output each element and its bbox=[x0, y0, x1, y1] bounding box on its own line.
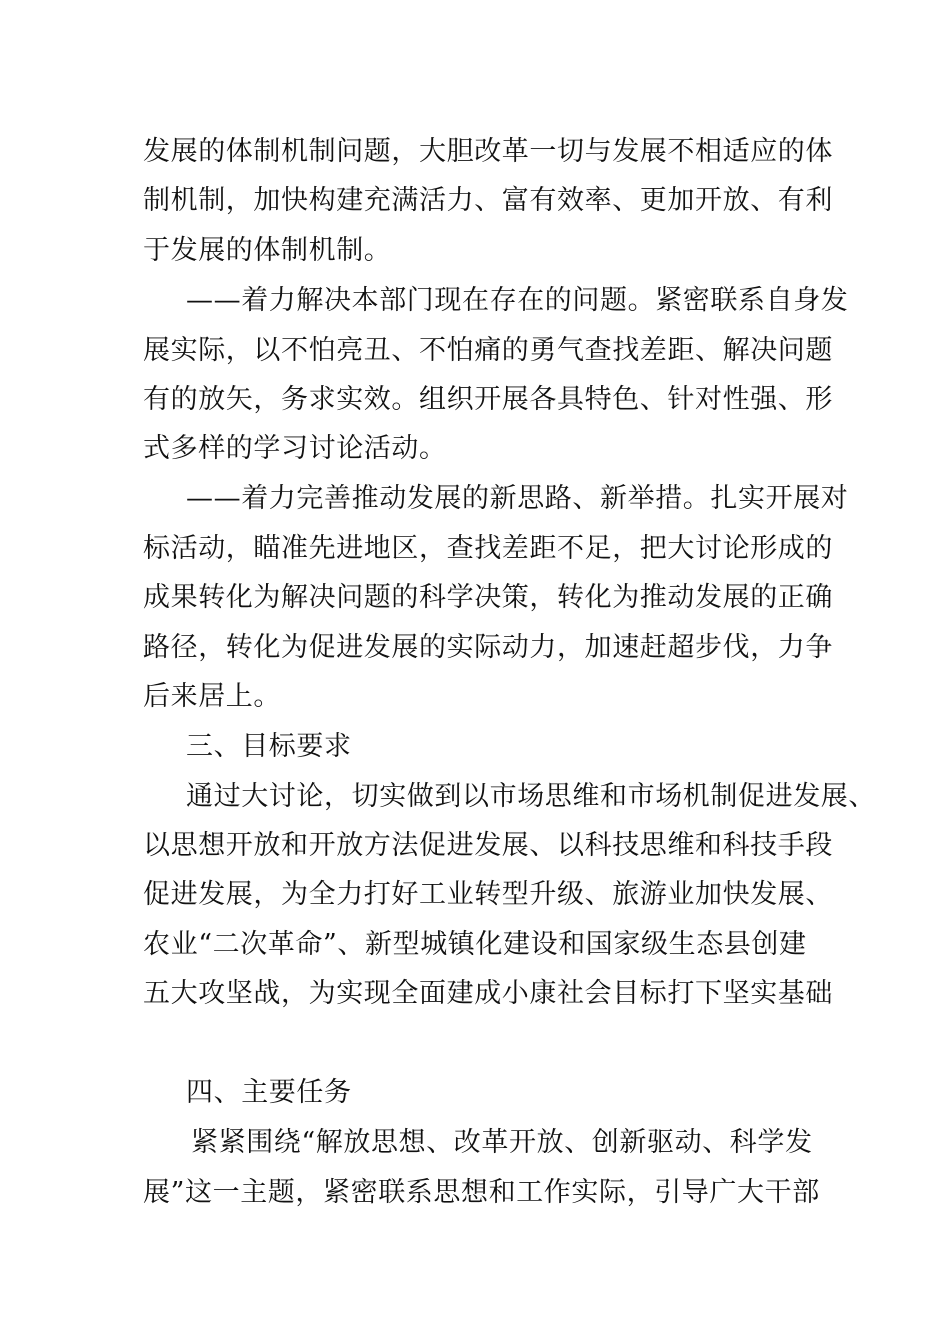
text-line: 标活动，瞄准先进地区，查找差距不足，把大讨论形成的 bbox=[143, 533, 833, 564]
text-line: 于发展的体制机制。 bbox=[143, 235, 392, 266]
section-heading: 三、目标要求 bbox=[186, 731, 352, 762]
text-line: ——着力完善推动发展的新思路、新举措。扎实开展对 bbox=[186, 483, 849, 514]
text-line: 以思想开放和开放方法促进发展、以科技思维和科技手段 bbox=[143, 830, 833, 861]
text-line: 有的放矢，务求实效。组织开展各具特色、针对性强、形 bbox=[143, 384, 833, 415]
text-line: ——着力解决本部门现在存在的问题。紧密联系自身发 bbox=[186, 285, 849, 316]
text-line: 紧紧围绕“解放思想、改革开放、创新驱动、科学发 bbox=[191, 1127, 813, 1158]
text-line: 路径，转化为促进发展的实际动力，加速赶超步伐，力争 bbox=[143, 632, 833, 663]
text-line: 成果转化为解决问题的科学决策，转化为推动发展的正确 bbox=[143, 582, 833, 613]
text-line: 展实际，以不怕亮丑、不怕痛的勇气查找差距、解决问题 bbox=[143, 335, 833, 366]
text-line: 后来居上。 bbox=[143, 681, 281, 712]
text-line: 式多样的学习讨论活动。 bbox=[143, 433, 447, 464]
text-line: 发展的体制机制问题，大胆改革一切与发展不相适应的体 bbox=[143, 136, 833, 167]
text-line: 促进发展，为全力打好工业转型升级、旅游业加快发展、 bbox=[143, 879, 833, 910]
text-line: 制机制，加快构建充满活力、富有效率、更加开放、有利 bbox=[143, 185, 833, 216]
text-line: 农业“二次革命”、新型城镇化建设和国家级生态县创建 bbox=[143, 929, 807, 960]
text-line: 五大攻坚战，为实现全面建成小康社会目标打下坚实基础 bbox=[143, 978, 833, 1009]
text-line: 通过大讨论，切实做到以市场思维和市场机制促进发展、 bbox=[186, 781, 876, 812]
section-heading: 四、主要任务 bbox=[186, 1077, 352, 1108]
text-line: 展”这一主题，紧密联系思想和工作实际，引导广大干部 bbox=[143, 1177, 820, 1208]
